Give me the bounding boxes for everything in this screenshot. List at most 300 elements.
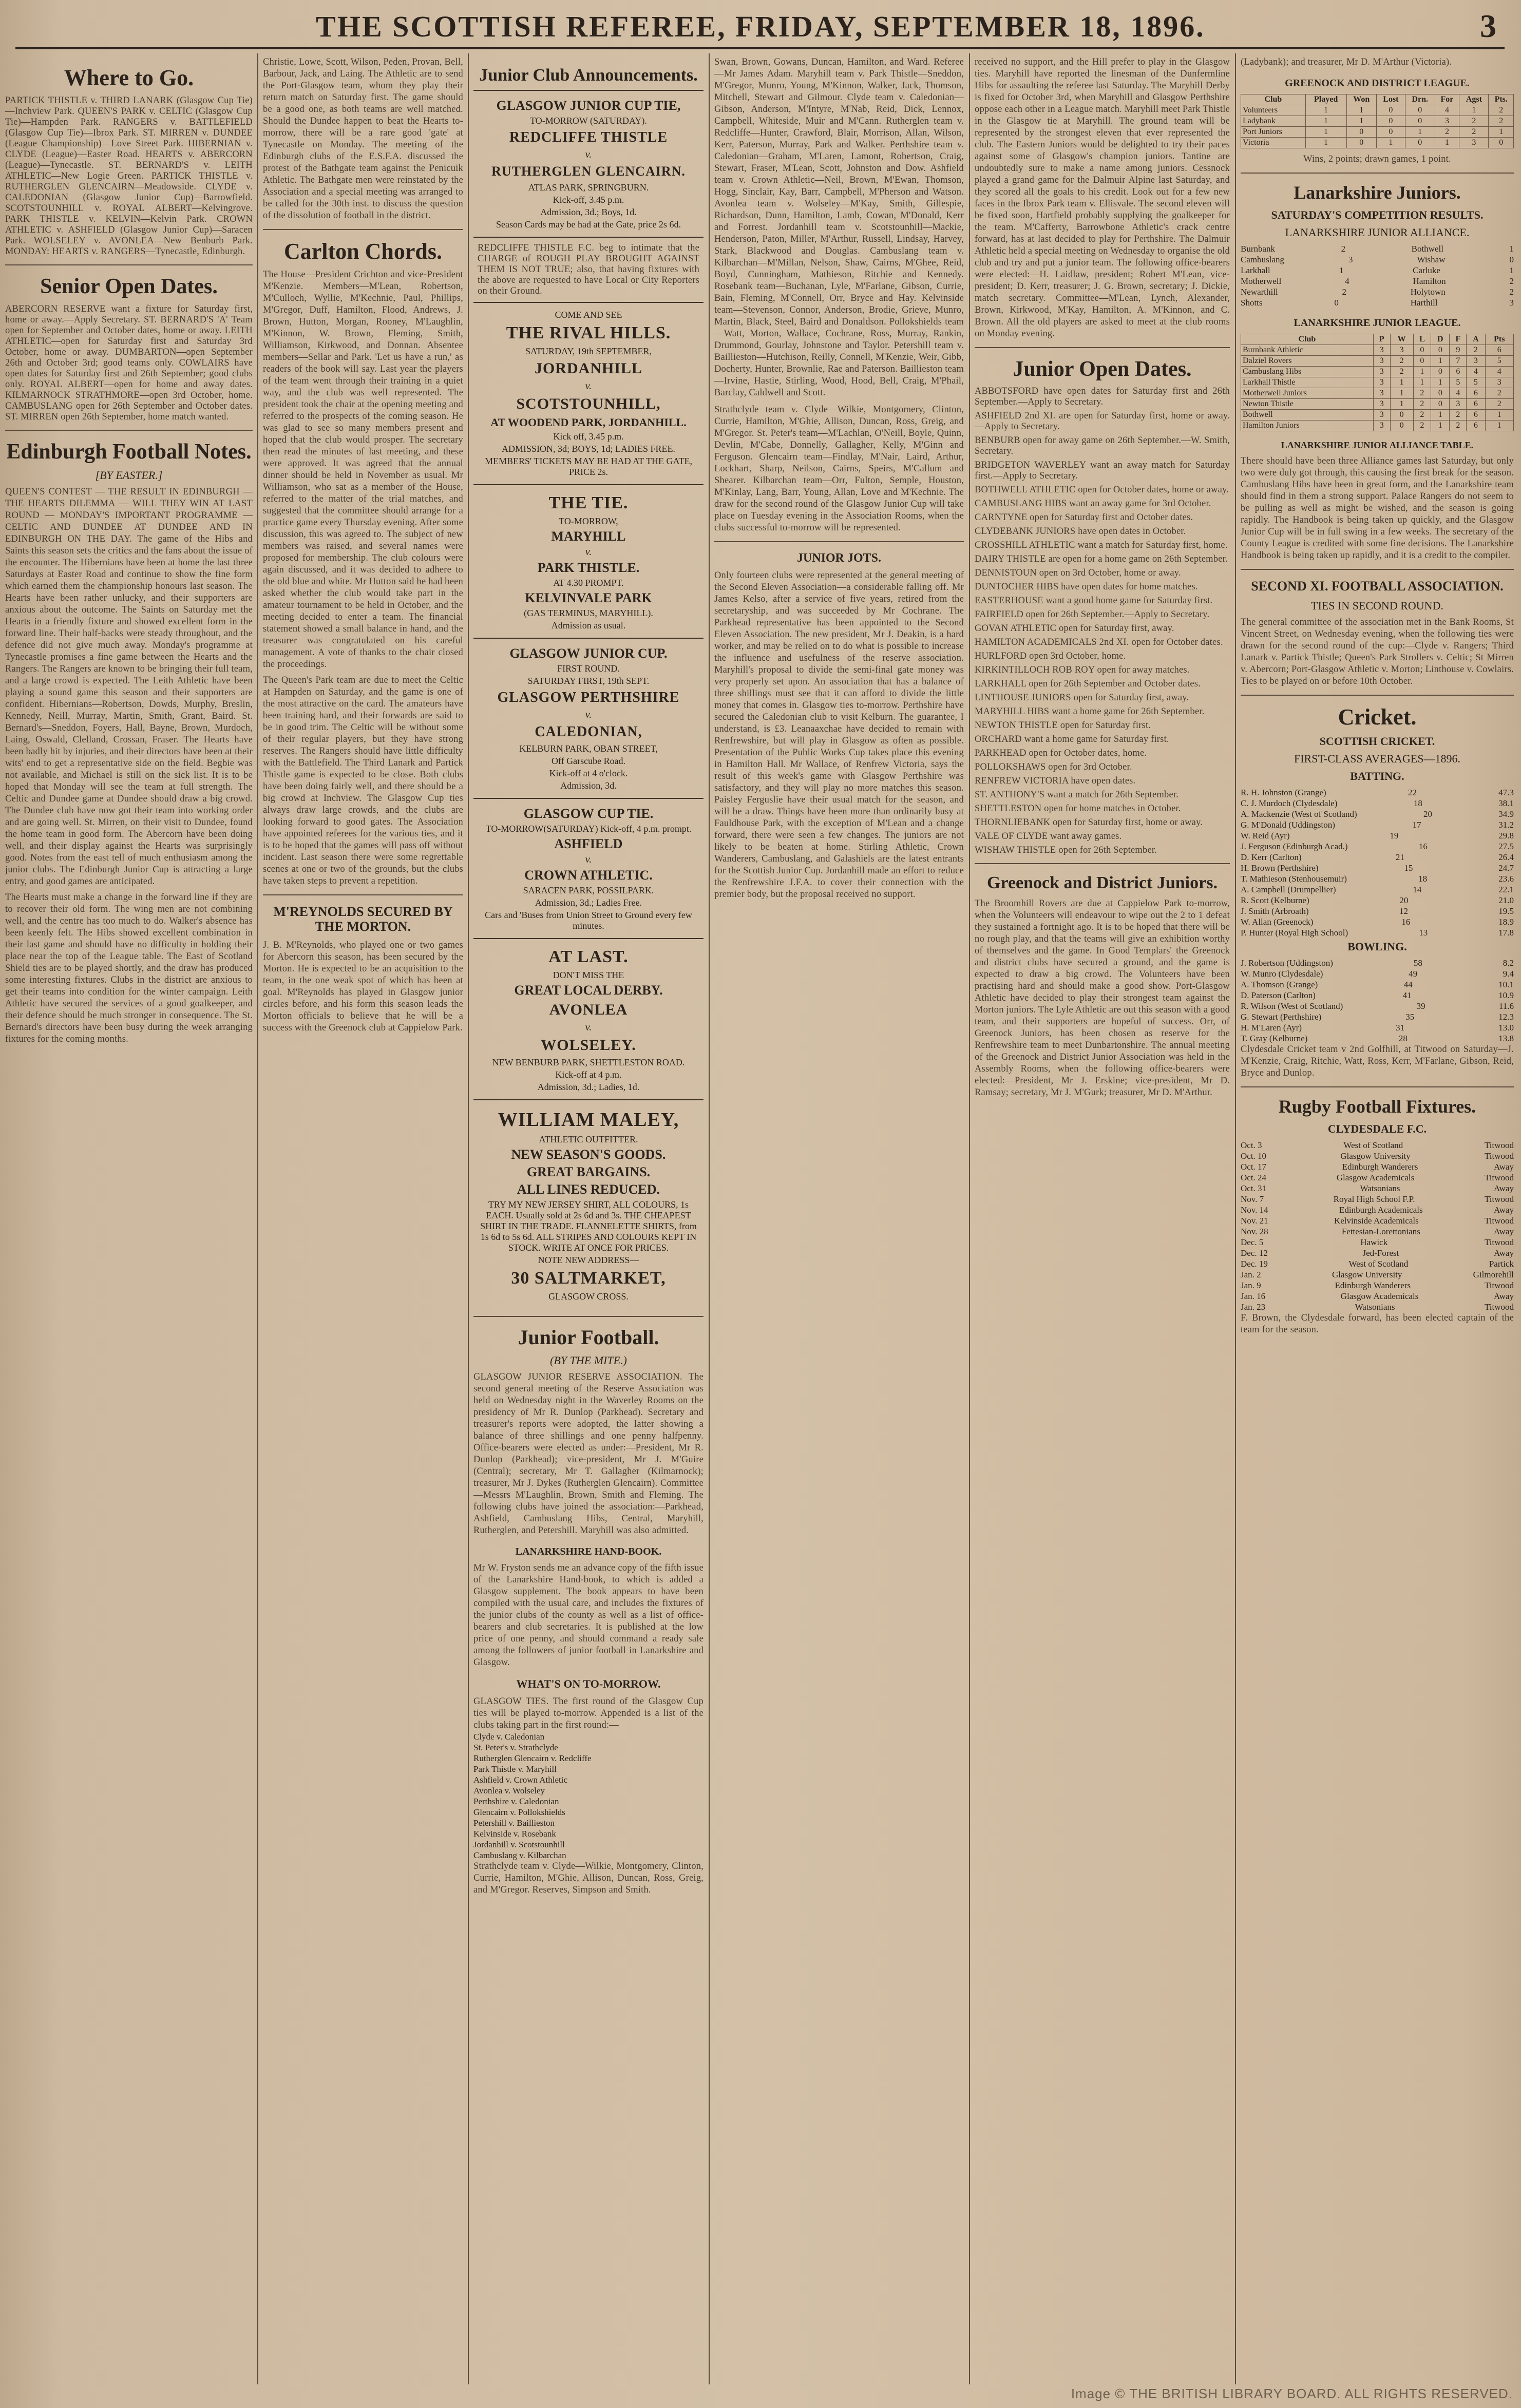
table-row — [1241, 127, 1514, 138]
ad-date: SATURDAY, 19th SEPTEMBER, — [525, 346, 652, 357]
table-cell: 1 — [1405, 127, 1435, 138]
list-row — [1241, 819, 1514, 830]
divider — [473, 1316, 704, 1317]
list-cell: 24.7 — [1498, 863, 1514, 873]
table-cell: 1 — [1489, 127, 1514, 138]
table-cell: 4 — [1450, 388, 1467, 398]
newspaper-title: THE SCOTTISH REFEREE, FRIDAY, SEPTEMBER 18, 1896. — [316, 10, 1205, 43]
list-cell: Titwood — [1484, 1237, 1514, 1247]
table-cell: 0 — [1489, 138, 1514, 148]
list-cell: 22 — [1408, 788, 1417, 798]
ad-line: FIRST ROUND. — [557, 663, 620, 674]
list-row — [1241, 798, 1514, 809]
advert-ashfield-crown — [473, 798, 704, 938]
table-header-cell: A — [1467, 334, 1485, 345]
list-item: DAIRY THISTLE are open for a home game on 26th September. — [975, 554, 1228, 565]
list-cell: G. M'Donald (Uddingston) — [1241, 820, 1335, 830]
list-cell: J. Smith (Arbroath) — [1241, 906, 1309, 916]
advert-perthshire-caledonian — [473, 638, 704, 798]
ad-time: AT 4.30 PROMPT. — [553, 578, 624, 588]
list-cell: 1 — [1339, 265, 1344, 275]
edinburgh-notes-heading: Edinburgh Football Notes. — [6, 439, 252, 464]
table-cell: 6 — [1467, 398, 1485, 409]
list-cell: Motherwell — [1241, 276, 1282, 286]
table-cell: 1 — [1413, 366, 1431, 377]
divider — [5, 264, 253, 265]
list-cell: Jan. 2 — [1241, 1269, 1261, 1279]
list-cell: Royal High School F.P. — [1333, 1194, 1415, 1204]
table-cell: 6 — [1485, 345, 1513, 355]
clydesdale-heading: CLYDESDALE F.C. — [1327, 1122, 1427, 1135]
lanarkshire-handbook-heading: LANARKSHIRE HAND-BOOK. — [515, 1546, 662, 1558]
list-item: Clyde v. Caledonian — [473, 1731, 545, 1742]
table-cell: Motherwell Juniors — [1241, 388, 1374, 398]
list-row — [1241, 286, 1514, 297]
ad-venue-sub: (GAS TERMINUS, MARYHILL). — [524, 608, 653, 619]
table-cell: 1 — [1485, 420, 1513, 431]
table-cell: 2 — [1413, 420, 1431, 431]
column-6 — [1241, 56, 1514, 2377]
greenock-league-heading: GREENOCK AND DISTRICT LEAGUE. — [1285, 78, 1470, 89]
greenock-league-table — [1241, 94, 1514, 148]
list-cell: J. Ferguson (Edinburgh Acad.) — [1241, 842, 1348, 852]
list-cell: Edinburgh Academicals — [1339, 1205, 1423, 1215]
table-row — [1241, 388, 1514, 398]
ad-vs: v. — [585, 546, 592, 558]
divider — [714, 541, 964, 542]
list-cell: West of Scotland — [1348, 1258, 1409, 1269]
table-header-row — [1241, 334, 1514, 345]
list-cell: Dec. 12 — [1241, 1248, 1268, 1258]
lanarkshire-juniors-heading: Lanarkshire Juniors. — [1294, 182, 1461, 203]
list-cell: 12.3 — [1498, 1012, 1514, 1022]
list-cell: P. Hunter (Royal High School) — [1241, 928, 1348, 938]
table-cell: 1 — [1459, 105, 1489, 116]
table-cell: 2 — [1459, 116, 1489, 127]
list-cell: Watsonians — [1360, 1183, 1400, 1193]
table-header-cell: D — [1431, 334, 1450, 345]
table-header-cell: Club — [1241, 334, 1374, 345]
table-cell: 2 — [1435, 127, 1459, 138]
lanarkshire-notes: There should have been three Alliance games last Saturday, but only two were duly got through, this causing the first break for the season. Cambuslang Hibs have been in great form, and the Lanarkshire team should find in them a strong support. Palace Rangers do not seem to be pulling as well as might be wished, and the season is going rapidly. The Handbook is being taken up quickly, and the Glasgow Junior Cup will be in full swing in a few weeks. The secretary of the County League is credited with some fine decisions. The Lanarkshire Handbook is being taken up rapidly, and it is a credit to the compiler. — [1241, 456, 1514, 561]
ad-venue: KELVINVALE PARK — [525, 590, 652, 606]
list-row — [1241, 1248, 1514, 1258]
junior-club-announcements-heading: Junior Club Announcements. — [479, 66, 698, 85]
divider — [1241, 1086, 1514, 1087]
list-row — [1241, 852, 1514, 863]
junior-open-dates-list — [975, 386, 1230, 856]
ad-team: MARYHILL — [551, 529, 626, 544]
list-cell: Jed-Forest — [1362, 1248, 1399, 1258]
table-cell: 1 — [1346, 116, 1376, 127]
table-cell: 3 — [1373, 366, 1390, 377]
ad-business-name: WILLIAM MALEY, — [498, 1109, 679, 1131]
list-cell: Titwood — [1484, 1215, 1514, 1226]
ad-venue: KELBURN PARK, OBAN STREET, — [519, 743, 658, 754]
carlton-chords-text-2: The Queen's Park team are due to meet the Celtic at Hampden on Saturday, and the game is one of the most attractive on the card. The amateurs have been training hard, and their forwards are said to be in good trim. The Celtic will be without some of their regular players, but they have strong reserves. The Rangers should have little difficulty with the Battlefield. The Third Lanark and Partick Thistle game is expected to be close. Both clubs have been doing fairly well, and there should be a big crowd at Inchview. The Glasgow Cup ties always draw large crowds, and the clubs are looking forward to good gates. The Association have appointed referees for the various ties, and it is to be hoped that the games will pass off without incident. Last season there were some regrettable scenes at one or two of the grounds, but the clubs have taken steps to prevent a repetition. — [263, 675, 463, 887]
ad-notice-text: REDCLIFFE THISTLE F.C. beg to intimate that the CHARGE of ROUGH PLAY BROUGHT AGAINST THEM IS NOT TRUE; also, that having fixtures with the above are requested to have Local or City Reporters on their Ground. — [478, 243, 699, 297]
list-cell: 19 — [1390, 831, 1399, 841]
list-row — [1241, 276, 1514, 286]
list-cell: 20 — [1423, 809, 1432, 819]
table-cell: 1 — [1305, 116, 1346, 127]
list-row — [1241, 927, 1514, 938]
ad-line: GREAT LOCAL DERBY. — [514, 983, 663, 998]
ad-body: TRY MY NEW JERSEY SHIRT, ALL COLOURS, 1s EACH. Usually sold at 2s 6d and 3s. THE CHEAPEST SHIRT IN THE TRADE. FLANNELETTE SHIRTS, from 1s 6d to 5s 6d. ALL STRIPES AND COLOURS KEPT IN STOCK. WRITE AT ONCE FOR PRICES. — [480, 1199, 697, 1253]
results-list — [1241, 243, 1514, 308]
list-cell: Jan. 16 — [1241, 1291, 1266, 1301]
column-5 — [975, 56, 1230, 2377]
table-cell: 2 — [1413, 388, 1431, 398]
list-cell: 2 — [1509, 276, 1514, 286]
list-item: BRIDGETON WAVERLEY want an away match for Saturday first.—Apply to Secretary. — [975, 460, 1230, 482]
list-cell: Titwood — [1484, 1151, 1514, 1161]
table-cell: 5 — [1485, 355, 1513, 366]
list-cell: W. Munro (Clydesdale) — [1241, 969, 1323, 979]
list-cell: G. Stewart (Perthshire) — [1241, 1012, 1322, 1022]
list-cell: 10.9 — [1498, 990, 1514, 1001]
list-row — [1241, 1269, 1514, 1280]
table-cell: 0 — [1377, 127, 1405, 138]
table-cell: 0 — [1405, 138, 1435, 148]
column-6-intro: (Ladybank); and treasurer, Mr D. M'Arthur (Victoria). — [1241, 57, 1452, 67]
list-cell: Dec. 5 — [1241, 1237, 1264, 1247]
ad-line: GREAT BARGAINS. — [526, 1164, 651, 1180]
list-cell: H. M'Laren (Ayr) — [1241, 1023, 1302, 1033]
list-item: SHETTLESTON open for home matches in October. — [975, 804, 1181, 814]
list-cell: 2 — [1509, 286, 1514, 297]
edinburgh-notes-text-2: The Hearts must make a change in the forward line if they are to recover their old form. The wing men are not combining well, and the centre has too much to do. Walker's absence has been keenly felt. The Hibs showed excellent combination in their last game and should have no difficulty in holding their place near the top of the League table. The East of Scotland Shield ties are to be played shortly, and the draw has produced some interesting fixtures. Clubs in the district are anxious to get their teams into condition for the winter campaign. Leith Athletic have secured the services of a good goalkeeper, and their defence should be much stronger in consequence. The St. Bernard's directors have been busy during the week arranging fixtures for the coming months. — [5, 892, 253, 1044]
table-cell: Victoria — [1241, 138, 1306, 148]
list-cell: Glasgow University — [1332, 1269, 1402, 1279]
list-cell: 1 — [1509, 243, 1514, 254]
ad-admission: Admission, 3d. — [560, 780, 617, 791]
table-cell: 0 — [1413, 345, 1431, 355]
list-cell: Fettesian-Lorettonians — [1341, 1226, 1420, 1236]
table-cell: 0 — [1405, 105, 1435, 116]
table-cell: Hamilton Juniors — [1241, 420, 1374, 431]
table-cell: 2 — [1413, 409, 1431, 420]
ad-venue: AT WOODEND PARK, JORDANHILL. — [490, 416, 687, 429]
table-header-cell: For — [1435, 94, 1459, 105]
list-cell: Larkhall — [1241, 265, 1270, 275]
list-item: RENFREW VICTORIA have open dates. — [975, 776, 1136, 787]
list-row — [1241, 1011, 1514, 1022]
ad-vs: v. — [585, 149, 592, 161]
cricket-note: Clydesdale Cricket team v 2nd Golfhill, at Titwood on Saturday—J. M'Kenzie, Craig, Ritchie, Watt, Ross, Kerr, M'Farlane, Gibson, Reid, Bryce and Dunlop. — [1241, 1044, 1514, 1079]
ad-team: AVONLEA — [549, 1001, 628, 1019]
ad-venue-sub: Off Garscube Road. — [551, 756, 626, 767]
list-cell: D. Kerr (Carlton) — [1241, 852, 1302, 863]
column-3 — [473, 56, 704, 2377]
ad-admission: Admission, 3d.; Ladies Free. — [535, 897, 642, 908]
alliance-heading: LANARKSHIRE JUNIOR ALLIANCE. — [1285, 225, 1470, 239]
table-row — [1241, 116, 1514, 127]
rugby-fixtures-heading: Rugby Football Fixtures. — [1278, 1096, 1476, 1117]
byline: [BY EASTER.] — [95, 468, 163, 482]
table-cell: 0 — [1405, 116, 1435, 127]
list-cell: Newarthill — [1241, 286, 1278, 297]
ad-kickoff: Kick-off at 4 p.m. — [555, 1069, 622, 1080]
table-row — [1241, 366, 1514, 377]
list-cell: T. Mathieson (Stenhousemuir) — [1241, 874, 1347, 884]
junior-football-heading: Junior Football. — [518, 1326, 659, 1349]
ad-vs: v. — [585, 380, 592, 392]
table-cell: 0 — [1431, 398, 1450, 409]
table-cell: 2 — [1413, 398, 1431, 409]
table-cell: 1 — [1377, 138, 1405, 148]
divider — [263, 229, 463, 230]
ad-line: TO-MORROW, — [559, 516, 618, 527]
list-cell: 19.5 — [1498, 906, 1514, 916]
list-cell: 3 — [1509, 297, 1514, 308]
ad-vs: v. — [585, 1022, 592, 1034]
list-cell: A. Thomson (Grange) — [1241, 980, 1318, 990]
list-item: KIRKINTILLOCH ROB ROY open for away matches. — [975, 665, 1190, 676]
list-cell: Oct. 3 — [1241, 1140, 1262, 1150]
list-row — [1241, 1205, 1514, 1215]
list-cell: Titwood — [1484, 1140, 1514, 1150]
list-cell: 16 — [1401, 917, 1411, 927]
list-row — [1241, 1237, 1514, 1248]
list-cell: R. H. Johnston (Grange) — [1241, 788, 1326, 798]
table-cell: 6 — [1450, 366, 1467, 377]
ad-line: GLASGOW JUNIOR CUP. — [509, 646, 668, 661]
ad-team: REDCLIFFE THISTLE — [509, 129, 668, 146]
ad-note: MEMBERS' TICKETS MAY BE HAD AT THE GATE, PRICE 2s. — [485, 456, 692, 477]
list-cell: 4 — [1345, 276, 1349, 286]
list-cell: 44 — [1403, 980, 1413, 990]
table-cell: 3 — [1373, 355, 1390, 366]
table-cell: 1 — [1390, 388, 1413, 398]
ad-vs: v. — [585, 854, 592, 866]
list-row — [1241, 1140, 1514, 1151]
list-row — [1241, 1280, 1514, 1291]
ad-line: GLASGOW JUNIOR CUP TIE, — [496, 98, 681, 113]
table-cell: 0 — [1377, 116, 1405, 127]
whats-on-end: Strathclyde team v. Clyde—Wilkie, Montgomery, Clinton, Currie, Hamilton, M'Ghie, Allison, Duncan, Ross, Greig, and M'Gregor. Reserves, Simpson and Smith. — [473, 1861, 704, 1895]
table-cell: 3 — [1373, 345, 1390, 355]
table-cell: 2 — [1489, 105, 1514, 116]
table-cell: 2 — [1485, 388, 1513, 398]
junior-open-dates-heading: Junior Open Dates. — [1013, 357, 1192, 381]
table-cell: Dalziel Rovers — [1241, 355, 1374, 366]
list-cell: Oct. 17 — [1241, 1161, 1267, 1172]
list-item: CLYDEBANK JUNIORS have open dates in October. — [975, 526, 1186, 537]
list-row — [1241, 1151, 1514, 1161]
table-cell: 0 — [1431, 388, 1450, 398]
divider — [1241, 569, 1514, 570]
list-cell: 13 — [1419, 928, 1428, 938]
table-row — [1241, 420, 1514, 431]
table-cell: Port Juniors — [1241, 127, 1306, 138]
list-cell: Dec. 19 — [1241, 1258, 1268, 1269]
list-row — [1241, 1258, 1514, 1269]
table-cell: 3 — [1373, 398, 1390, 409]
table-row — [1241, 377, 1514, 388]
list-cell: West of Scotland — [1343, 1140, 1403, 1150]
table-cell: 3 — [1373, 377, 1390, 388]
column-rule — [468, 53, 469, 2384]
ad-team: PARK THISTLE. — [537, 560, 640, 576]
list-cell: 3 — [1348, 254, 1353, 264]
table-cell: 0 — [1346, 127, 1376, 138]
list-item: ASHFIELD 2nd XI. are open for Saturday first, home or away.—Apply to Secretary. — [975, 411, 1230, 432]
ad-line: TO-MORROW(SATURDAY) Kick-off, 4 p.m. prompt. — [485, 824, 692, 834]
list-row — [1241, 958, 1514, 968]
list-row — [1241, 1302, 1514, 1312]
table-cell: 3 — [1373, 409, 1390, 420]
list-item: BENBURB open for away game on 26th September.—W. Smith, Secretary. — [975, 435, 1230, 457]
table-cell: 6 — [1467, 409, 1485, 420]
list-item: Park Thistle v. Maryhill — [473, 1764, 557, 1774]
list-cell: D. Paterson (Carlton) — [1241, 990, 1316, 1001]
list-cell: 28 — [1398, 1034, 1408, 1044]
list-cell: Wishaw — [1417, 254, 1446, 264]
list-cell: Harthill — [1410, 297, 1438, 308]
table-header-cell: Agst — [1459, 94, 1489, 105]
table-cell: 1 — [1305, 127, 1346, 138]
ad-team: JORDANHILL — [534, 360, 643, 377]
ad-team: CROWN ATHLETIC. — [524, 868, 653, 883]
ad-line: GLASGOW CUP TIE. — [523, 806, 654, 821]
greenock-juniors-heading: Greenock and District Juniors. — [987, 873, 1218, 893]
divider — [975, 863, 1230, 864]
list-row — [1241, 1033, 1514, 1044]
list-item: Avonlea v. Wolseley — [473, 1785, 545, 1795]
junior-jots-continued: received no support, and the Hill prefer to play in the Glasgow ties. Maryhill have reported the linesman of the Dunfermline Hibs for assaulting the referee last Saturday. The Maryhill Derby is fixed for October 3rd, when Maryhill and Glasgow Perthshire oppose each other in a League match. Maryhill meet Park Thistle in the Glasgow tie at Maryhill. The ground team will be represented by the strongest eleven that ever represented the club. The Eastern Juniors would be delighted to try their paces against some of Glasgow's champion juniors. Tantine are undoubtedly sure to make a name among juniors. Cessnock played a grand game for the Dalmuir Alpine last Saturday, and they scored all the goals to his credit. Look out for a few new faces in the Ibrox Park team v. Ellisvale. The second eleven will be fixed soon, Hartfield probably supplying the goalkeeper for the team. M'Cafferty, Barrowbone Athletic's crack centre forward, has at last decided to play for Perthshire. The Dalmuir Athletic held a special meeting on Wednesday to organise the old club and try and put a junior team. The following office-bearers were elected:—H. Laidlaw, president; Robert M'Lean, vice-president; D. Kerr, treasurer; J. G. Brown, secretary; J. Dickie, match secretary. Committee—M'Lean, Lynch, Alexander, Brown, Kirkwood, M'Kay, Hamilton, A. M'Kinnon, and C. Brown. All the old players are asked to meet at the club rooms on Monday evening. — [975, 57, 1230, 339]
list-item: Rutherglen Glencairn v. Redcliffe — [473, 1753, 592, 1763]
whats-on-intro: GLASGOW TIES. The first round of the Glasgow Cup ties will be played to-morrow. Appended is a list of the clubs taking part in the first round:— — [473, 1696, 704, 1730]
list-cell: 15 — [1404, 863, 1413, 873]
second-xi-heading: SECOND XI. FOOTBALL ASSOCIATION. — [1251, 579, 1504, 594]
list-cell: 20 — [1399, 895, 1409, 906]
list-row — [1241, 787, 1514, 798]
list-cell: 41 — [1402, 990, 1412, 1001]
list-cell: Watsonians — [1355, 1302, 1395, 1312]
list-cell: Nov. 7 — [1241, 1194, 1264, 1204]
list-item: DUNTOCHER HIBS have open dates for home matches. — [975, 582, 1198, 593]
list-row — [1241, 990, 1514, 1001]
list-item: CAMBUSLANG HIBS want an away game for 3rd October. — [975, 499, 1211, 509]
table-cell: Ladybank — [1241, 116, 1306, 127]
list-cell: 17.8 — [1498, 928, 1514, 938]
list-cell: Titwood — [1484, 1172, 1514, 1182]
advert-redcliffe-notice — [473, 237, 704, 302]
list-cell: Nov. 21 — [1241, 1215, 1268, 1226]
ad-venue: SARACEN PARK, POSSILPARK. — [523, 885, 654, 896]
rugby-note: F. Brown, the Clydesdale forward, has been elected captain of the team for the season. — [1241, 1312, 1514, 1335]
ad-team: ASHFIELD — [554, 836, 623, 852]
table-cell: 1 — [1435, 138, 1459, 148]
list-cell: Hawick — [1360, 1237, 1388, 1247]
table-header-cell: Drn. — [1405, 94, 1435, 105]
list-cell: Glasgow University — [1340, 1151, 1411, 1161]
mreynolds-heading: M'REYNOLDS SECURED BY THE MORTON. — [273, 904, 453, 934]
column-2-intro: Christie, Lowe, Scott, Wilson, Peden, Provan, Bell, Barbour, Jack, and Laing. The Athletic are to send the Port-Glasgow team, whom they play their return match on Saturday first. The game should be a good one, as both teams are well matched. Should the Dundee happen to beat the Hearts to-morrow, there will be a rare good 'gate' at Tynecastle on Monday. The meeting of the Edinburgh clubs of the E.S.F.A. discussed the protest of the Bathgate team against the Penicuik Athletic. The Bathgate men were reinstated by the Association and a special meeting was arranged to be called for the 30th inst. to discuss the question of the dissolution of football in the district. — [263, 57, 463, 221]
table-cell: 1 — [1485, 409, 1513, 420]
list-cell: 18.9 — [1498, 917, 1514, 927]
table-header-cell: Won — [1346, 94, 1376, 105]
list-cell: A. Mackenzie (West of Scotland) — [1241, 809, 1357, 819]
list-cell: 1 — [1509, 265, 1514, 275]
list-cell: 14 — [1413, 885, 1422, 895]
table-header-cell: L — [1413, 334, 1431, 345]
bowling-list — [1241, 958, 1514, 1044]
list-row — [1241, 1161, 1514, 1172]
list-item: Cambuslang v. Kilbarchan — [473, 1850, 566, 1860]
table-cell: 0 — [1390, 409, 1413, 420]
where-to-go-text: PARTICK THISTLE v. THIRD LANARK (Glasgow Cup Tie)—Inchview Park. QUEEN'S PARK v. CELTIC (Glasgow Cup Tie)—Hampden Park. RANGERS v. BATTLEFIELD (Glasgow Cup Tie)—Ibrox Park. ST. MIRREN v. DUNDEE (League Championship)—Love Street Park. HIBERNIAN v. CLYDE (League)—Easter Road. HEARTS v. ABERCORN (League)—Tynecastle. ST. BERNARD'S v. LEITH ATHLETIC—New Logie Green. PARTICK THISTLE v. RUTHERGLEN GLENCAIRN—Meadowside. CLYDE v. CALEDONIAN (Glasgow Junior Cup)—Barrowfield. SCOTSTOUNHILL v. ROYAL ALBERT—Kelvingrove. PARK THISTLE v. KELVIN—Kelvin Park. CROWN ATHLETIC v. ASHFIELD (Glasgow Junior Cup)—Saracen Park. WOLSELEY v. AVONLEA—New Benburb Park. MONDAY: HEARTS v. RANGERS—Tynecastle, Edinburgh. — [5, 95, 253, 257]
list-item: MARYHILL HIBS want a home game for 26th September. — [975, 706, 1205, 717]
table-cell: 6 — [1467, 388, 1485, 398]
list-cell: Titwood — [1484, 1280, 1514, 1290]
table-cell: 2 — [1450, 420, 1467, 431]
ad-admission: Admission as usual. — [551, 620, 626, 631]
scottish-cricket-heading: SCOTTISH CRICKET. — [1319, 735, 1435, 748]
list-item: Perthshire v. Caledonian — [473, 1796, 559, 1806]
ad-date: SATURDAY FIRST, 19th SEPT. — [527, 676, 650, 686]
table-cell: 2 — [1390, 355, 1413, 366]
list-cell: 49 — [1409, 969, 1418, 979]
column-rule — [969, 53, 970, 2384]
list-cell: 18 — [1413, 798, 1422, 809]
table-cell: 5 — [1467, 377, 1485, 388]
carlton-chords-heading: Carlton Chords. — [283, 239, 443, 264]
list-row — [1241, 809, 1514, 819]
team-lineups-text: Swan, Brown, Gowans, Duncan, Hamilton, and Ward. Referee—Mr James Adam. Maryhill team v. Park Thistle—Sneddon, M'Gregor, Munro, Young, M'Kinnon, Walker, Jack, Thomson, Mitchell, Stewart and Gilmour. Clyde team v. Caledonian—Gibson, Anderson, M'Intyre, M'Nab, Reid, Dick, Lennox, Campbell, Whiteside, Muir and M'Cann. Rutherglen team v. Redcliffe—Hunter, Crawford, Blair, Morrison, Allan, Wilson, Kerr, Paterson, Murray, Park and Walker. Perthshire team v. Caledonian—Graham, M'Laren, Lamont, Robertson, Craig, Stewart, Fraser, M'Lean, Scott, Johnston and Dow. Ashfield team v. Crown Athletic—Neil, Brown, M'Ewan, Thomson, Hogg, Sinclair, Kay, Barr, Campbell, M'Pherson and Watson. Avonlea team v. Wolseley—M'Kay, Smith, Gillespie, Richardson, Dunn, Hamilton, Lamb, Cowan, M'Donald, Kerr and Forrest. Jordanhill team v. Scotstounhill—Mackie, Henderson, Paton, Miller, M'Arthur, Russell, Lindsay, Harvey, Stark, Blackwood and Douglas. Cambuslang team v. Kilbarchan—M'Millan, Nelson, Shaw, Cairns, M'Ghee, Reid, Boyd, Cunningham, Mathieson, Ritchie and Kennedy. Rosebank team—Buchanan, Lyle, M'Farlane, Gibson, Currie, Bain, Fleming, M'Connell, Orr, Bryce and Hay. Kelvinside team—Stevenson, Connor, Anderson, Brodie, Grieve, Munro, Martin, Black, Steel, Baird and Donaldson. Pollokshields team—Watt, Morton, Wallace, Cochrane, Ross, Murray, Rankin, Drummond, Gourlay, Johnstone and Taylor. Petershill team v. Baillieston—Hutchison, Reilly, Connell, M'Kenzie, Weir, Gibb, Docherty, Hunter, Brownlie, Rae and Paterson. Baillieston team—Irvine, Hastie, Stirling, Wood, Hood, Bell, Craig, M'Phail, Barclay, Caldwell and Scott. — [714, 57, 964, 398]
list-cell: Oct. 31 — [1241, 1183, 1267, 1193]
table-header-cell: Club — [1241, 94, 1306, 105]
table-cell: 4 — [1435, 105, 1459, 116]
list-row — [1241, 1022, 1514, 1033]
table-cell: 2 — [1485, 398, 1513, 409]
table-cell: 0 — [1413, 355, 1431, 366]
list-item: WISHAW THISTLE open for 26th September. — [975, 845, 1157, 856]
ad-team: GLASGOW PERTHSHIRE — [497, 690, 680, 706]
edinburgh-notes-text: QUEEN'S CONTEST — THE RESULT IN EDINBURGH — THE HEARTS DILEMMA — WILL THEY WIN AT LAST ROUND — MONDAY'S IMPORTANT PROGRAMME — CELTIC AND DUNDEE AT DUNDEE AND IN EDINBURGH ON THE DAY. The game of the Hibs and Saints this season sets the critics and the fans about the issue of the encounter. The Hibernians have been at home the last three Saturdays at Easter Road and continue to show the fine form which earned them the championship honours last season. The Hearts have been rather unlucky, and their supporters are anxious about the outcome. The Saints on Saturday met the Hearts in a friendly fixture and showed excellent form in the forward line. Their half-backs were steady throughout, and the defence did not give much away. Monday's programme at Tynecastle promises a fine game between the Hearts and the Rangers. The Rangers are known to be bringing their full team, and a large crowd is expected. The Leith Athletic have been playing a sound game this season and their supporters are confident. Hibernians—Robertson, Dowds, Murphy, Breslin, Kennedy, Neill, Murray, Martin, Smith, Grant, Baird. St. Bernard's—Sneddon, Foyers, Hall, Bayne, Brown, Murdoch, Laing, Oswald, Clelland, Crossan, Fraser. The Hearts have been badly hit by injuries, and their directors have been at their wits' end to get a representative side on the field. Begbie was not available, and Michael is still on the sick list. It is to be hoped that Monday will see the team at full strength. The Celtic and Dundee game at Dundee should draw a big crowd. The Dundee club have now got their team into working order and are going well. St. Mirren, on their visit to Dundee, found the home team in good form. The Abercorn have been doing well, and their display against the Hearts was surprisingly good. Notes from the east tell of much enthusiasm among the junior clubs. The Edinburgh Junior Cup is attracting a large entry, and good games are anticipated. — [5, 486, 253, 887]
table-header-cell: Played — [1305, 94, 1346, 105]
table-cell: 3 — [1485, 377, 1513, 388]
table-cell: 3 — [1459, 138, 1489, 148]
ad-team: CALEDONIAN, — [535, 724, 642, 740]
list-cell: Away — [1493, 1226, 1514, 1236]
page-number: 3 — [1480, 8, 1496, 44]
list-cell: A. Campbell (Drumpellier) — [1241, 885, 1336, 895]
list-item: DENNISTOUN open on 3rd October, home or away. — [975, 568, 1181, 579]
table-cell: Larkhall Thistle — [1241, 377, 1374, 388]
league-note: Wins, 2 points; drawn games, 1 point. — [1303, 154, 1451, 164]
divider — [1241, 695, 1514, 696]
table-cell: 4 — [1467, 366, 1485, 377]
table-cell: 2 — [1467, 345, 1485, 355]
ad-kickoff: Kick-off, 3.45 p.m. — [553, 195, 624, 205]
list-cell: Partick — [1489, 1258, 1514, 1269]
ad-trade: ATHLETIC OUTFITTER. — [539, 1134, 638, 1145]
averages-heading: FIRST-CLASS AVERAGES—1896. — [1294, 752, 1460, 766]
list-row — [1241, 916, 1514, 927]
table-header-cell: Pts — [1485, 334, 1513, 345]
list-row — [1241, 297, 1514, 308]
ad-admission: ADMISSION, 3d; BOYS, 1d; LADIES FREE. — [501, 444, 676, 454]
list-cell: 10.1 — [1498, 980, 1514, 990]
bowling-heading: BOWLING. — [1347, 940, 1407, 953]
list-cell: H. Brown (Perthshire) — [1241, 863, 1319, 873]
second-xi-text: The general committee of the association met in the Bank Rooms, St Vincent Street, on Wednesday evening, when the following ties were drawn for the second round of the cup:—Clyde v. Rangers; Third Lanark v. Partick Thistle; Queen's Park Strollers v. Celtic; St Mirren v. Abercorn; Port-Glasgow Athletic v. Morton; Linthouse v. Cowlairs. Ties to be played on or before 10th October. — [1241, 617, 1514, 686]
ad-team: WOLSELEY. — [541, 1037, 636, 1054]
list-cell: Jan. 9 — [1241, 1280, 1261, 1290]
list-item: Glencairn v. Pollokshields — [473, 1807, 565, 1817]
